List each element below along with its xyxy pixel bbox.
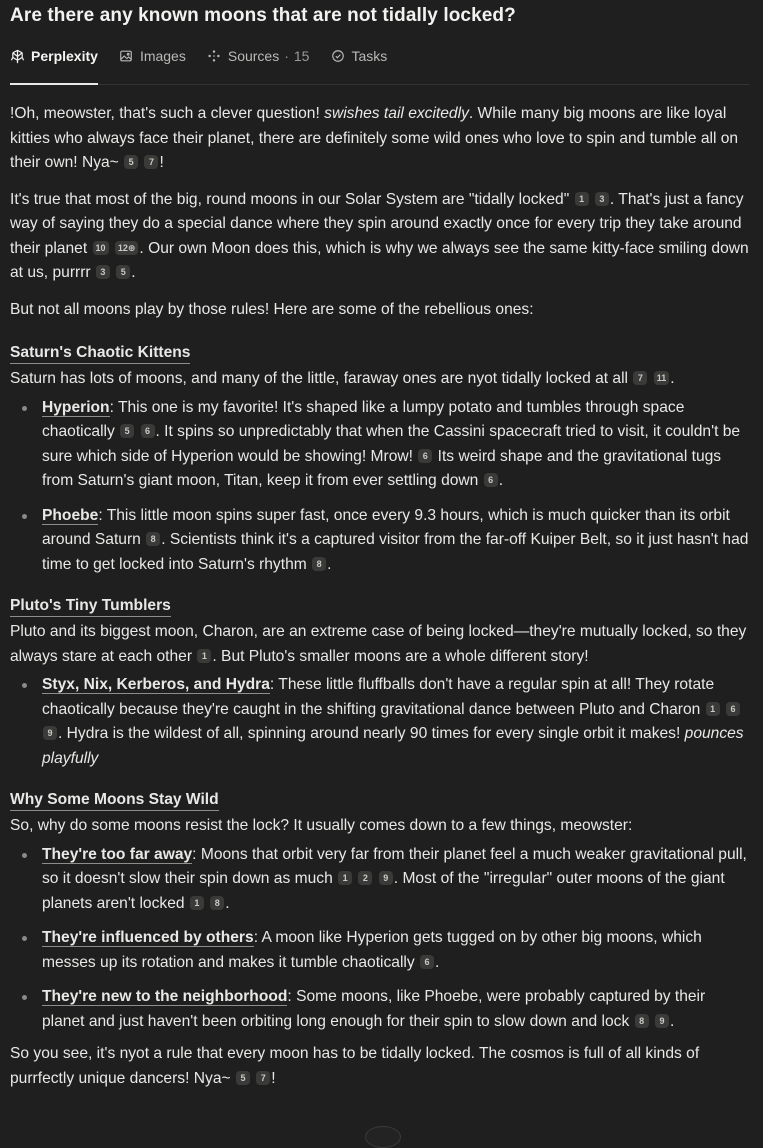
list-item xyxy=(42,504,750,578)
newbie-text: : Some moons, like Phoebe, were probably captured by their planet and just haven't been orbiting long enough for their spin to slow down and lock xyxy=(42,988,706,1030)
hyperion-end: . xyxy=(498,472,504,489)
citation-badge[interactable]: 5 xyxy=(120,424,134,438)
check-circle-icon xyxy=(330,49,345,64)
newbie-end: . xyxy=(669,1012,675,1030)
wild-list xyxy=(10,843,750,1035)
tab-perplexity[interactable] xyxy=(10,42,98,84)
hyperion-text-3: Its weird shape and the gravitational tugs from Saturn's giant moon, Titan, keep it from ever settling down xyxy=(42,447,722,489)
citation-badge[interactable]: 5 xyxy=(124,155,138,169)
far-text-2: . Most of the "irregular" outer moons of the giant planets aren't locked xyxy=(42,870,725,912)
citation-badge[interactable]: 6 xyxy=(418,449,432,463)
small-moons-text: : These little fluffballs don't have a regular spin at all! They rotate chaotically because they're caught in the shifting gravitational dance between Pluto and Charon xyxy=(42,676,715,718)
citation-badge[interactable]: 8 xyxy=(635,1014,649,1028)
tab-images-label: Images xyxy=(139,48,186,64)
tidal-paragraph xyxy=(10,188,750,286)
image-icon xyxy=(119,49,134,64)
citation-badge[interactable]: 3 xyxy=(96,265,110,279)
citation-badge[interactable]: 6 xyxy=(141,424,155,438)
wild-intro: So, why do some moons resist the lock? It usually comes down to a few things, meowster: xyxy=(10,817,633,834)
citation-badge[interactable]: 7 xyxy=(633,371,647,385)
citation-badge[interactable]: 5 xyxy=(116,265,130,279)
citation-badge[interactable]: 8 xyxy=(312,557,326,571)
scroll-down-button[interactable] xyxy=(365,1126,401,1148)
result-tabs xyxy=(10,40,750,85)
pluto-heading: Pluto's Tiny Tumblers xyxy=(10,596,171,617)
outro-end: ! xyxy=(271,1069,276,1087)
tidal-text-3: . Our own Moon does this, which is why we always see the same kitty-face smiling down at us, purrrr xyxy=(10,239,749,281)
sources-count: 15 xyxy=(293,48,310,64)
pluto-intro-text-2: . But Pluto's smaller moons are a whole different story! xyxy=(212,647,589,665)
tab-sources[interactable] xyxy=(207,42,310,84)
pluto-list xyxy=(10,673,750,771)
list-item xyxy=(42,673,750,771)
question-title: Are there any known moons that are not tidally locked? xyxy=(10,5,516,26)
outro-text: So you see, it's nyot a rule that every moon has to be tidally locked. The cosmos is full of all kinds of purrfectly unique dancers! Nya~ xyxy=(10,1045,700,1087)
intro-end: ! xyxy=(159,154,164,171)
far-term: They're too far away xyxy=(42,845,193,863)
list-item xyxy=(42,926,750,975)
perplexity-logo-icon xyxy=(10,49,25,64)
hyperion-text-2: . It spins so unpredictably that when the Cassini spacecraft tried to visit, it couldn't be sure which side of Hyperion would be showing! Mrow! xyxy=(42,423,741,465)
sources-separator: · xyxy=(284,48,289,64)
citation-badge[interactable]: 8 xyxy=(146,532,160,546)
small-moons-term: Styx, Nix, Kerberos, and Hydra xyxy=(42,676,270,693)
citation-badge[interactable]: 1 xyxy=(197,649,211,663)
tab-perplexity-label: Perplexity xyxy=(31,48,98,64)
citation-badge[interactable]: 1 xyxy=(575,192,589,206)
tab-tasks-label: Tasks xyxy=(351,48,388,64)
phoebe-end: . xyxy=(327,555,332,573)
phoebe-text: : This little moon spins super fast, once every 9.3 hours, which is much quicker than its orbit around Saturn xyxy=(42,506,730,548)
others-text: : A moon like Hyperion gets tugged on by other big moons, which messes up its rotation and makes it tumble chaotically xyxy=(42,929,702,971)
others-term: They're influenced by others xyxy=(42,929,254,946)
citation-badge[interactable]: 9 xyxy=(43,726,57,740)
citation-badge[interactable]: 9 xyxy=(655,1014,669,1028)
citation-badge[interactable]: 11 xyxy=(654,371,670,385)
answer-page xyxy=(10,0,750,1103)
citation-badge[interactable]: 2 xyxy=(358,871,372,885)
citation-badge[interactable]: 5 xyxy=(236,1071,250,1085)
citation-badge[interactable]: 6 xyxy=(726,702,740,716)
citation-badge[interactable]: 6 xyxy=(420,955,434,969)
tab-tasks[interactable] xyxy=(330,42,387,84)
tidal-text: It's true that most of the big, round moons in our Solar System are "tidally locked" xyxy=(10,190,570,208)
phoebe-text-2: . Scientists think it's a captured visitor from the far-off Kuiper Belt, so it just hasn't had time to get locked into Saturn's rhythm xyxy=(42,531,749,573)
citation-badge[interactable]: 7 xyxy=(256,1071,270,1085)
phoebe-term: Phoebe xyxy=(42,506,99,524)
far-end: . xyxy=(225,894,230,912)
list-item xyxy=(42,985,750,1034)
intro-paragraph xyxy=(10,102,750,176)
rebels-paragraph: But not all moons play by those rules! Here are some of the rebellious ones: xyxy=(10,300,534,318)
tidal-text-2: . That's just a fancy way of saying they do a special dance where they spin around exactly once for every trip they take around their planet xyxy=(10,190,744,257)
intro-emphasis: swishes tail excitedly xyxy=(324,105,469,122)
citation-badge[interactable]: 8 xyxy=(210,896,224,910)
far-text: : Moons that orbit very far from their planet feel a much weaker gravitational pull, so it doesn't slow their spin down as much xyxy=(42,845,747,887)
intro-text: !Oh, meowster, that's such a clever question! xyxy=(10,105,325,122)
citation-badge[interactable]: 1 xyxy=(190,896,204,910)
answer-body xyxy=(10,102,750,1091)
saturn-heading: Saturn's Chaotic Kittens xyxy=(10,343,190,364)
pluto-intro-text: Pluto and its biggest moon, Charon, are an extreme case of being locked—they're mutually locked, so they always stare at each other xyxy=(10,623,747,665)
citation-badge[interactable]: 9 xyxy=(379,871,393,885)
pluto-intro xyxy=(10,620,750,669)
tab-sources-label: Sources xyxy=(227,48,280,64)
small-moons-text-2: . Hydra is the wildest of all, spinning around nearly 90 times for every single orbit it makes! xyxy=(58,725,685,742)
wild-heading: Why Some Moons Stay Wild xyxy=(10,790,219,811)
list-item xyxy=(42,396,750,494)
citation-badge[interactable]: 3 xyxy=(595,192,609,206)
saturn-intro xyxy=(10,367,750,392)
others-end: . xyxy=(435,953,440,971)
saturn-list xyxy=(10,396,750,578)
small-moons-emphasis: pounces playfully xyxy=(42,725,744,767)
saturn-intro-end: . xyxy=(670,370,675,387)
saturn-intro-text: Saturn has lots of moons, and many of the little, faraway ones are nyot tidally locked at all xyxy=(10,370,629,387)
citation-badge[interactable]: 10 xyxy=(93,241,109,255)
hyperion-text: : This one is my favorite! It's shaped like a lumpy potato and tumbles through space chaotically xyxy=(42,398,685,440)
list-item xyxy=(42,843,750,917)
citation-badge[interactable]: 7 xyxy=(144,155,158,169)
citation-badge[interactable]: 1 xyxy=(338,871,352,885)
tidal-text-end: . xyxy=(131,264,136,281)
intro-text-2: . While many big moons are like loyal kitties who always face their planet, there are definitely some wild ones who love to spin and tumble all on their own! Nya~ xyxy=(10,105,739,171)
outro-paragraph xyxy=(10,1042,750,1091)
citation-badge[interactable]: 12⊕ xyxy=(115,241,139,255)
tab-images[interactable] xyxy=(119,42,186,84)
citation-badge[interactable]: 6 xyxy=(484,473,498,487)
citation-badge[interactable]: 1 xyxy=(706,702,720,716)
hyperion-term: Hyperion xyxy=(42,398,110,416)
sources-icon xyxy=(207,49,222,64)
newbie-term: They're new to the neighborhood xyxy=(42,988,288,1005)
